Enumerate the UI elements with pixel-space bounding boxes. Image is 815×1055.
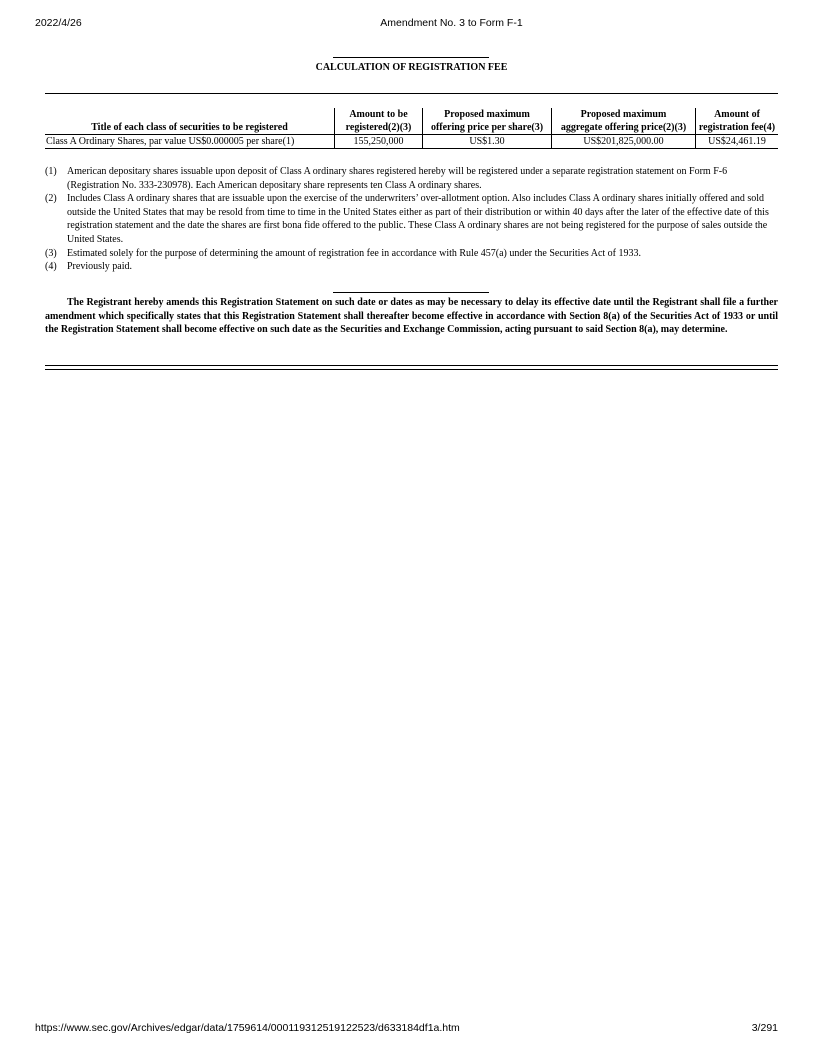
print-header-title: Amendment No. 3 to Form F-1	[380, 17, 523, 29]
bottom-rule-lower	[45, 369, 778, 370]
footnote-number: (1)	[45, 166, 57, 177]
source-url: https://www.sec.gov/Archives/edgar/data/1759614/000119312519122523/d633184df1a.htm	[35, 1022, 460, 1034]
footnotes	[45, 165, 780, 274]
heading-rule	[333, 57, 489, 58]
footnote-number: (3)	[45, 247, 57, 259]
header-registration-fee: Amount of registration fee(4)	[696, 108, 779, 135]
header-amount: Amount to be registered(2)(3)	[335, 108, 423, 135]
table-header-row	[45, 108, 778, 135]
header-offering-price: Proposed maximum offering price per share(3)	[423, 108, 552, 135]
footnote-2	[45, 192, 780, 246]
page-number: 3/291	[751, 1022, 778, 1034]
header-title-class: Title of each class of securities to be registered	[45, 108, 335, 135]
footnote-text: Previously paid.	[67, 261, 132, 273]
fee-heading: CALCULATION OF REGISTRATION FEE	[315, 62, 508, 73]
footnote-text: Includes Class A ordinary shares that are issuable upon the exercise of the underwriters’ over-allotment option. Also includes Class A ordinary shares initially offered and sold outside the United States that may be resold from time to time in the United States either as part of their distribution or within 40 days after the later of the effective date of this registration statement and the date the shares are first bona fide offered to the public. These Class A ordinary shares are not being registered for the purpose of sales outside the United States.	[67, 193, 769, 245]
registration-fee-table	[45, 108, 778, 149]
delaying-amendment-statement: The Registrant hereby amends this Registration Statement on such date or dates as may be necessary to delay its effective date until the Registrant shall file a further amendment which specifically states that this Registration Statement shall thereafter become effective in accordance with Section 8(a) of the Securities Act of 1933 or until the Registration Statement shall become effective on such date as the Securities and Exchange Commission, acting pursuant to said Section 8(a), may determine.	[45, 297, 778, 336]
footnote-3	[45, 247, 780, 261]
footnote-text: Estimated solely for the purpose of determining the amount of registration fee in accordance with Rule 457(a) under the Securities Act of 1933.	[67, 247, 641, 259]
bottom-rule-upper	[45, 365, 778, 366]
header-aggregate-price: Proposed maximum aggregate offering price(2)(3)	[552, 108, 696, 135]
statement-rule	[333, 292, 489, 293]
footnote-1	[45, 165, 780, 192]
footnote-4	[45, 260, 780, 274]
cell-amount: 155,250,000	[335, 135, 423, 149]
cell-aggregate-price: US$201,825,000.00	[552, 135, 696, 149]
footnote-number: (2)	[45, 193, 57, 205]
cell-title: Class A Ordinary Shares, par value US$0.000005 per share(1)	[45, 135, 335, 149]
cell-offering-price: US$1.30	[423, 135, 552, 149]
table-row	[45, 135, 778, 149]
print-date: 2022/4/26	[35, 17, 82, 29]
cell-registration-fee: US$24,461.19	[696, 135, 779, 149]
footnote-number: (4)	[45, 261, 57, 273]
table-top-rule	[45, 93, 778, 94]
footnote-text: American depositary shares issuable upon deposit of Class A ordinary shares registered hereby will be registered under a separate registration statement on Form F-6 (Registration No. 333-230978). Each American depositary share represents ten Class A ordinary shares.	[67, 166, 728, 191]
